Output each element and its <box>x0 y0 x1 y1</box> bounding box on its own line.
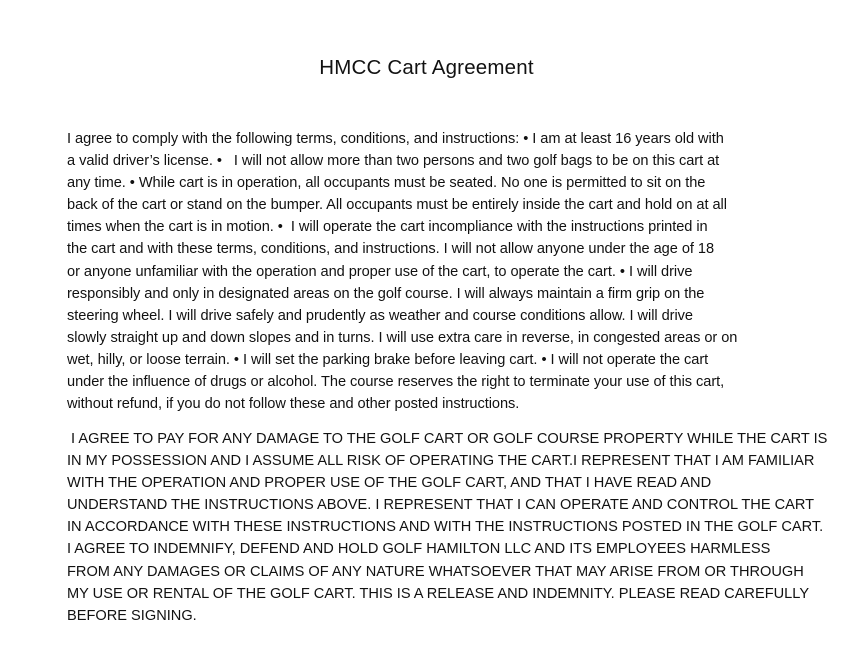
terms-line: or anyone unfamiliar with the operation and proper use of the cart, to operate the cart. • I will drive <box>67 263 693 280</box>
terms-line: responsibly and only in designated areas on the golf course. I will always maintain a firm grip on the <box>67 285 705 302</box>
terms-line: the cart and with these terms, conditions, and instructions. I will not allow anyone under the age of 18 <box>67 241 715 258</box>
release-line: IN MY POSSESSION AND I ASSUME ALL RISK OF OPERATING THE CART.I REPRESENT THAT I AM FAMILIAR <box>67 453 815 470</box>
release-paragraph <box>67 428 828 627</box>
terms-line: wet, hilly, or loose terrain. • I will set the parking brake before leaving cart. • I will not operate the cart <box>67 351 709 368</box>
release-line: FROM ANY DAMAGES OR CLAIMS OF ANY NATURE WHATSOEVER THAT MAY ARISE FROM OR THROUGH <box>67 563 804 580</box>
release-line: IN ACCORDANCE WITH THESE INSTRUCTIONS AND WITH THE INSTRUCTIONS POSTED IN THE GOLF CART. <box>67 519 824 536</box>
release-line: WITH THE OPERATION AND PROPER USE OF THE GOLF CART, AND THAT I HAVE READ AND <box>67 475 712 492</box>
release-line: MY USE OR RENTAL OF THE GOLF CART. THIS IS A RELEASE AND INDEMNITY. PLEASE READ CAREFULLY <box>67 585 810 602</box>
terms-line: under the influence of drugs or alcohol. The course reserves the right to terminate your use of this cart, <box>67 374 725 391</box>
terms-line: times when the cart is in motion. • I will operate the cart incompliance with the instructions printed in <box>67 219 708 236</box>
terms-line: slowly straight up and down slopes and in turns. I will use extra care in reverse, in congested areas or on <box>67 329 738 346</box>
release-line: BEFORE SIGNING. <box>67 607 197 624</box>
terms-line: a valid driver’s license. • I will not allow more than two persons and two golf bags to be on this cart at <box>67 153 720 170</box>
release-line: I AGREE TO PAY FOR ANY DAMAGE TO THE GOLF CART OR GOLF COURSE PROPERTY WHILE THE CART IS <box>67 431 828 447</box>
document-title: HMCC Cart Agreement <box>319 56 534 79</box>
terms-line: steering wheel. I will drive safely and prudently as weather and course conditions allow. I will drive <box>67 307 693 324</box>
terms-line: back of the cart or stand on the bumper. All occupants must be entirely inside the cart and hold on at all <box>67 197 727 214</box>
release-line: UNDERSTAND THE INSTRUCTIONS ABOVE. I REPRESENT THAT I CAN OPERATE AND CONTROL THE CART <box>67 497 815 514</box>
terms-line: any time. • While cart is in operation, all occupants must be seated. No one is permitted to sit on the <box>67 175 706 192</box>
terms-line: I agree to comply with the following terms, conditions, and instructions: • I am at least 16 years old with <box>67 131 724 147</box>
terms-paragraph <box>67 128 792 415</box>
release-line: I AGREE TO INDEMNIFY, DEFEND AND HOLD GOLF HAMILTON LLC AND ITS EMPLOYEES HARMLESS <box>67 541 771 558</box>
terms-line: without refund, if you do not follow these and other posted instructions. <box>67 396 520 413</box>
